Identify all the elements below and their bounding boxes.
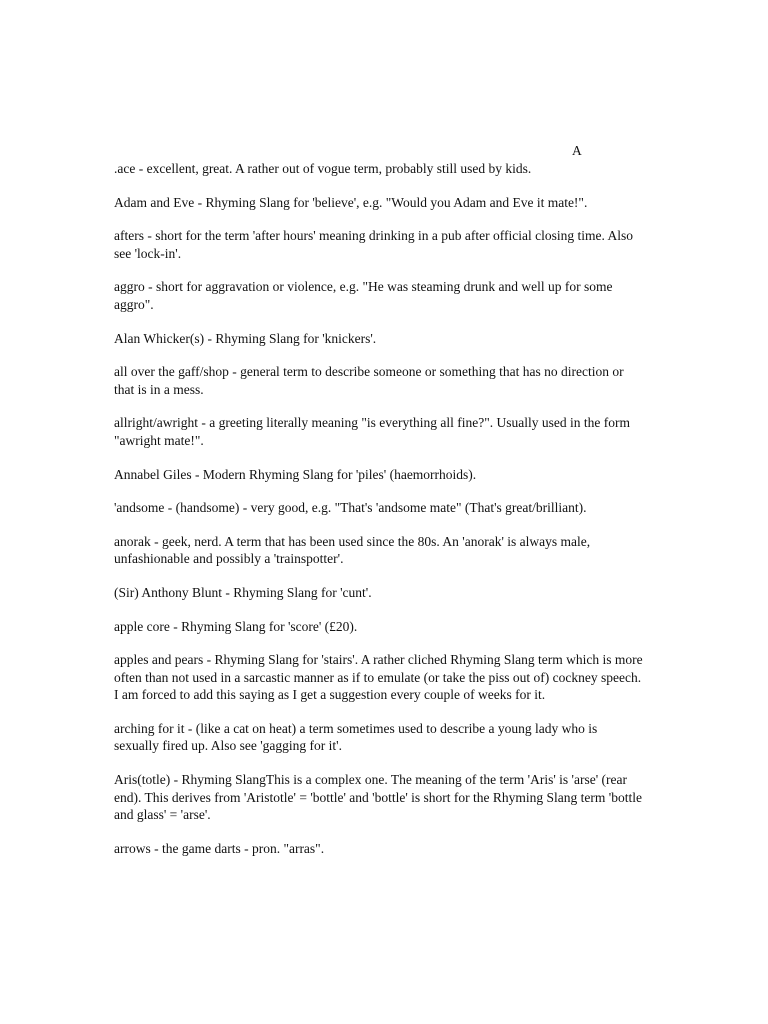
glossary-entry-ace: .ace - excellent, great. A rather out of vogue term, probably still used by kids. <box>114 161 532 176</box>
glossary-entry-anorak: anorak - geek, nerd. A term that has been used since the 80s. An 'anorak' is always male, unfashionable and possibly a 'trainspotter'. <box>114 533 591 567</box>
glossary-entry-afters: afters - short for the term 'after hours' meaning drinking in a pub after official closing time. Also see 'lock-in'. <box>114 228 633 261</box>
glossary-entry-all-over-the-gaff: all over the gaff/shop - general term to describe someone or something that has no direction or that is in a mess. <box>114 364 624 397</box>
glossary-entry-aggro: aggro - short for aggravation or violence, e.g. "He was steaming drunk and well up for some aggro". <box>114 279 613 312</box>
glossary-entry-anthony-blunt: (Sir) Anthony Blunt - Rhyming Slang for 'cunt'. <box>114 584 372 600</box>
glossary-entry-arching-for-it: arching for it - (like a cat on heat) a term sometimes used to describe a young lady who is sexually fired up. Also see 'gagging for it'. <box>114 720 598 754</box>
glossary-entry-andsome: 'andsome - (handsome) - very good, e.g. "That's 'andsome mate" (That's great/brilliant). <box>114 500 587 516</box>
glossary-entry-annabel-giles: Annabel Giles - Modern Rhyming Slang for 'piles' (haemorrhoids). <box>114 466 477 482</box>
glossary-entry-allright: allright/awright - a greeting literally meaning "is everything all fine?". Usually used in the form "awright mate!". <box>114 415 630 448</box>
glossary-entry-apple-core: apple core - Rhyming Slang for 'score' (£20). <box>114 618 358 634</box>
glossary-entry-alan-whicker: Alan Whicker(s) - Rhyming Slang for 'knickers'. <box>114 330 377 346</box>
glossary-list <box>114 160 644 873</box>
glossary-entry-arrows: arrows - the game darts - pron. "arras". <box>114 840 325 856</box>
section-letter: A <box>572 143 582 158</box>
glossary-entry-apples-and-pears: apples and pears - Rhyming Slang for 'stairs'. A rather cliched Rhyming Slang term which is more often than not used in a sarcastic manner as if to emulate (or take the piss out of) cockney speech. I am forced to add this saying as I get a suggestion every couple of weeks for it. <box>114 652 643 703</box>
glossary-entry-adam-and-eve: Adam and Eve - Rhyming Slang for 'believe', e.g. "Would you Adam and Eve it mate!". <box>114 194 588 210</box>
glossary-entry-aristotle: Aris(totle) - Rhyming SlangThis is a complex one. The meaning of the term 'Aris' is 'arse' (rear end). This derives from 'Aristotle' = 'bottle' and 'bottle' is short for the Rhyming Slang term 'bottle and glass' = 'arse'. <box>114 772 642 823</box>
